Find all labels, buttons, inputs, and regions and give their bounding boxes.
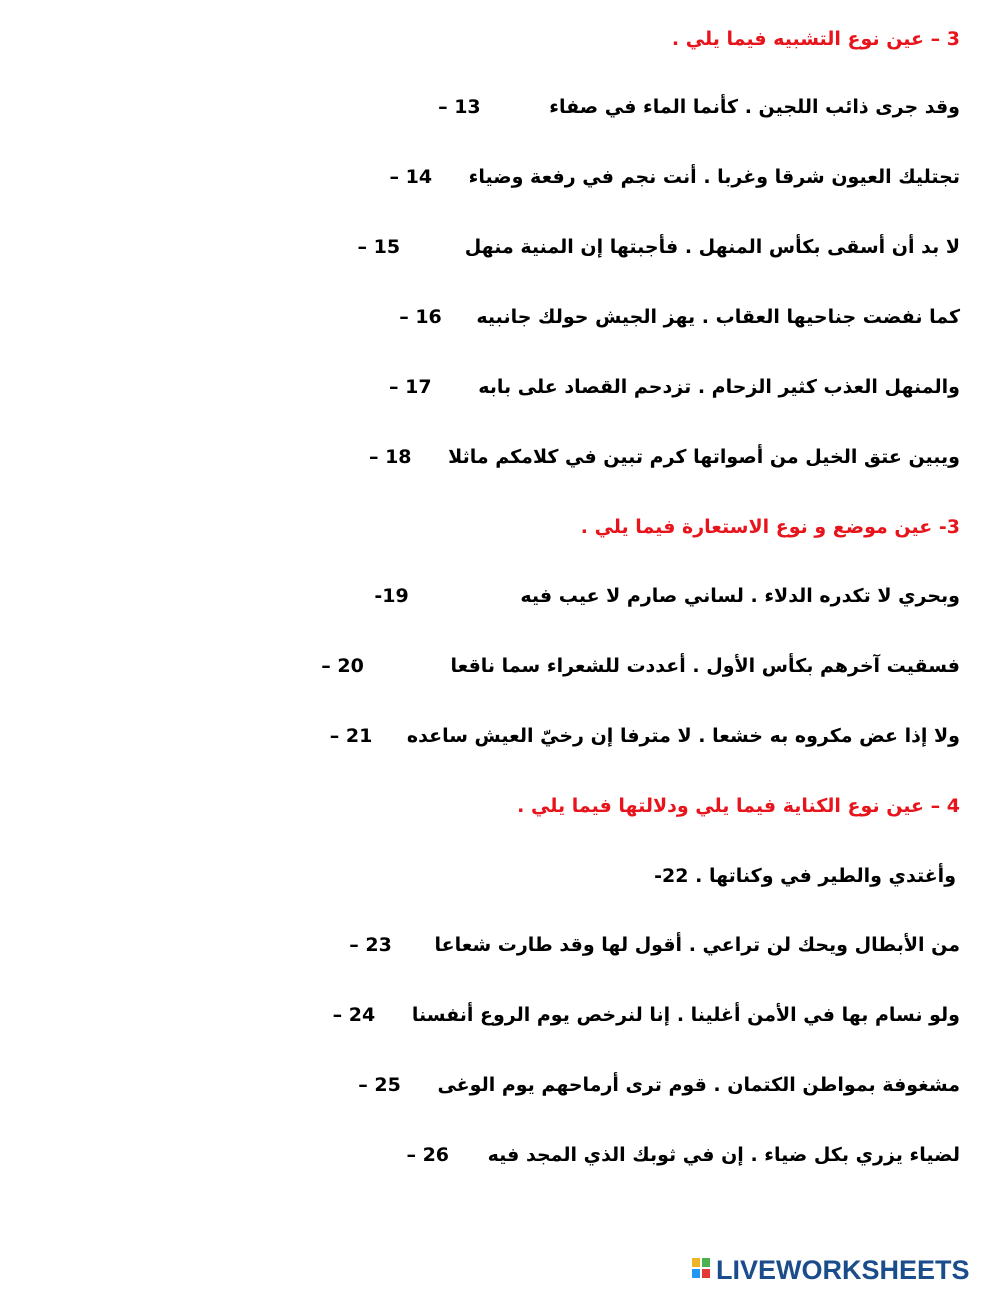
verse-number: 14 – (389, 166, 433, 188)
verse-second-half: فسقيت آخرهم بكأس الأول . (692, 655, 960, 677)
verse-first-half: فأجبتها إن المنية منهل (464, 236, 679, 258)
verse-number: 18 – (368, 446, 412, 468)
verse-number: 17 – (389, 376, 432, 398)
section-heading-metonymy: 4 – عين نوع الكناية فيما يلي ودلالتها فيما يلي . (517, 795, 960, 817)
verse-number: 22- (654, 865, 689, 887)
verse-23 (345, 933, 960, 957)
verse-20 (317, 654, 960, 678)
verse-second-half: ولا إذا عض مكروه به خشعا . (698, 725, 960, 747)
verse-second-half: من الأبطال ويحك لن تراعي . (688, 934, 960, 956)
verse-first-half: أقول لها وقد طارت شعاعا (434, 934, 683, 956)
logo-text: LIVEWORKSHEETS (716, 1255, 970, 1285)
verse-second-half: وقد جرى ذائب اللجين . (744, 96, 960, 118)
verse-number: 13 – (438, 96, 481, 118)
verse-first-half: إنا لنرخص يوم الروع أنفسنا (411, 1004, 671, 1026)
verse-first-half: قوم ترى أرماحهم يوم الوغى (437, 1074, 707, 1096)
verse-15 (354, 235, 960, 259)
verse-second-half: لضياء يزري بكل ضياء . (750, 1144, 960, 1166)
verse-number: 26 – (406, 1144, 450, 1166)
verse-first-half: أنت نجم في رفعة وضياء (468, 166, 697, 188)
verse-21 (326, 724, 960, 748)
section-heading-metaphor: 3- عين موضع و نوع الاستعارة فيما يلي . (580, 516, 960, 538)
verse-19 (370, 584, 960, 608)
verse-first-half: وأغتدي والطير في وكناتها . (695, 865, 956, 887)
verse-number: 20 – (321, 655, 364, 677)
verse-second-half: لا بد أن أسقى بكأس المنهل . (684, 236, 960, 258)
verse-second-half: وبحري لا تكدره الدلاء . (750, 585, 960, 607)
liveworksheets-logo (692, 1255, 992, 1285)
liveworksheets-logo-icon (692, 1258, 712, 1280)
verse-26 (402, 1143, 960, 1167)
verse-13 (434, 95, 960, 119)
verse-second-half: مشغوفة بمواطن الكتمان . (713, 1074, 960, 1096)
verse-25 (354, 1073, 960, 1097)
section-heading-simile: 3 – عين نوع التشبيه فيما يلي . (671, 28, 960, 50)
verse-number: 19- (374, 585, 409, 607)
verse-second-half: ويبين عتق الخيل من أصواتها (693, 446, 960, 468)
verse-22 (650, 864, 956, 888)
verse-second-half: كما نفضت جناحيها العقاب . (701, 306, 960, 328)
verse-24 (329, 1003, 960, 1027)
verse-first-half: يهز الجيش حولك جانبيه (476, 306, 696, 328)
verse-second-half: والمنهل العذب كثير الزحام . (697, 376, 960, 398)
verse-14 (385, 165, 960, 189)
verse-18 (365, 445, 960, 469)
verse-first-half: تزدحم القصاد على بابه (478, 376, 692, 398)
verse-number: 15 – (357, 236, 401, 258)
verse-number: 21 – (329, 725, 373, 747)
verse-second-half: تجتليك العيون شرقا وغربا . (703, 166, 960, 188)
verse-number: 24 – (332, 1004, 376, 1026)
verse-first-half: أعددت للشعراء سما ناقعا (450, 655, 686, 677)
verse-number: 16 – (399, 306, 442, 328)
verse-17 (385, 375, 960, 399)
verse-first-half: إن في ثوبك الذي المجد فيه (487, 1144, 744, 1166)
verse-first-half: لا مترفا إن رخيّ العيش ساعده (406, 725, 692, 747)
verse-first-half: لساني صارم لا عيب فيه (520, 585, 744, 607)
verse-second-half: ولو نسام بها في الأمن أغلينا . (676, 1004, 960, 1026)
verse-number: 23 – (349, 934, 392, 956)
verse-first-half: كأنما الماء في صفاء (549, 96, 739, 118)
verse-16 (395, 305, 960, 329)
verse-number: 25 – (358, 1074, 401, 1096)
verse-first-half: كرم تبين في كلامكم ماثلا (448, 446, 687, 468)
